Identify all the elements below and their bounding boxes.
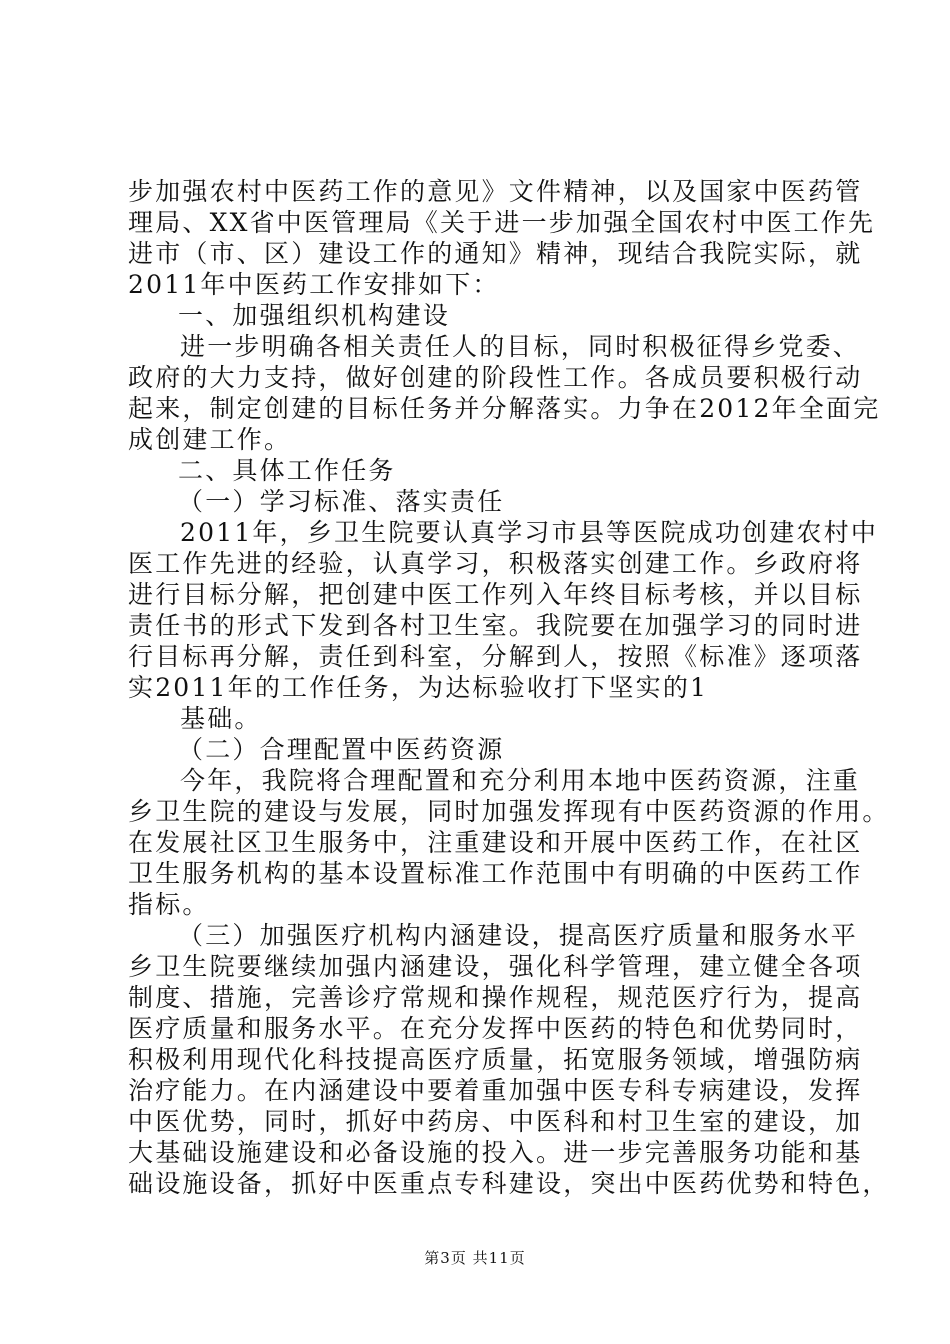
body-line: 大基础设施建设和必备设施的投入。进一步完善服务功能和基 — [128, 1138, 863, 1167]
body-line: 进行目标分解，把创建中医工作列入年终目标考核，并以目标 — [128, 580, 863, 609]
body-line: 责任书的形式下发到各村卫生室。我院要在加强学习的同时进 — [128, 611, 863, 640]
body-line: 在发展社区卫生服务中，注重建设和开展中医药工作，在社区 — [128, 828, 863, 857]
body-line: 积极利用现代化科技提高医疗质量，拓宽服务领域，增强防病 — [128, 1045, 863, 1074]
body-line: 卫生服务机构的基本设置标准工作范围中有明确的中医药工作 — [128, 859, 863, 888]
paragraph-first-line: 进一步明确各相关责任人的目标，同时积极征得乡党委、 — [180, 332, 861, 361]
page-number-footer: 第3页 共11页 — [424, 1249, 526, 1267]
body-line: 行目标再分解，责任到科室，分解到人，按照《标准》逐项落 — [128, 642, 863, 671]
subsection-heading: （三）加强医疗机构内涵建设，提高医疗质量和服务水平 — [178, 921, 859, 950]
body-line: 2011年中医药工作安排如下： — [128, 270, 500, 299]
paragraph-first-line: 今年，我院将合理配置和充分利用本地中医药资源，注重 — [180, 766, 861, 795]
body-line: 医疗质量和服务水平。在充分发挥中医药的特色和优势同时， — [128, 1014, 863, 1043]
body-line: 乡卫生院的建设与发展，同时加强发挥现有中医药资源的作用。 — [128, 797, 890, 826]
body-line: 中医优势，同时，抓好中药房、中医科和村卫生室的建设，加 — [128, 1107, 863, 1136]
subsection-heading: （一）学习标准、落实责任 — [178, 487, 505, 516]
body-line: 政府的大力支持，做好创建的阶段性工作。各成员要积极行动 — [128, 363, 863, 392]
body-line: 治疗能力。在内涵建设中要着重加强中医专科专病建设，发挥 — [128, 1076, 863, 1105]
body-line: 制度、措施，完善诊疗常规和操作规程，规范医疗行为，提高 — [128, 983, 863, 1012]
body-line: 理局、XX省中医管理局《关于进一步加强全国农村中医工作先 — [128, 208, 876, 237]
body-line: 乡卫生院要继续加强内涵建设，强化科学管理，建立健全各项 — [128, 952, 863, 981]
body-line: 进市（市、区）建设工作的通知》精神，现结合我院实际，就 — [128, 239, 863, 268]
body-line: 础设施设备，抓好中医重点专科建设，突出中医药优势和特色， — [128, 1169, 890, 1198]
subsection-heading: （二）合理配置中医药资源 — [178, 735, 505, 764]
paragraph-first-line: 2011年，乡卫生院要认真学习市县等医院成功创建农村中 — [180, 518, 879, 547]
section-heading: 二、具体工作任务 — [178, 456, 396, 485]
body-line: 实2011年的工作任务，为达标验收打下坚实的1 — [128, 673, 709, 702]
body-line: 起来，制定创建的目标任务并分解落实。力争在2012年全面完 — [128, 394, 881, 423]
body-line: 成创建工作。 — [128, 425, 292, 454]
body-line: 基础。 — [180, 704, 262, 733]
body-line: 指标。 — [128, 890, 210, 919]
body-line: 医工作先进的经验，认真学习，积极落实创建工作。乡政府将 — [128, 549, 863, 578]
section-heading: 一、加强组织机构建设 — [178, 301, 451, 330]
document-body — [128, 176, 890, 1199]
body-line: 步加强农村中医药工作的意见》文件精神，以及国家中医药管 — [128, 177, 863, 206]
